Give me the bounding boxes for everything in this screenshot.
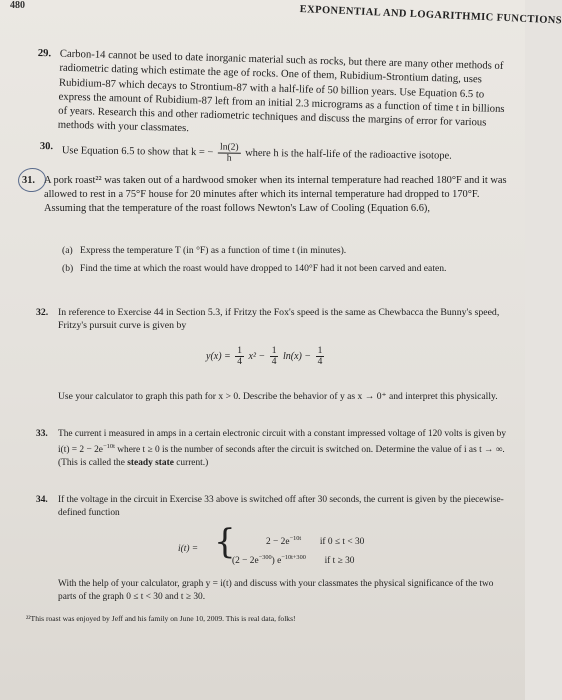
part-a-text: Express the temperature T (in °F) as a function of time t (in minutes). — [80, 245, 347, 256]
exercise-34-text: If the voltage in the circuit in Exercise 33 above is switched off after 30 seconds, the current is given by the piecewise-defined function — [58, 495, 504, 518]
part-b-text: Find the time at which the roast would have dropped to 140°F had it not been carved and eaten. — [80, 263, 447, 274]
exercise-32-number: 32. — [36, 307, 49, 318]
piece-2-expression-b: ) e — [271, 556, 282, 567]
exercise-34-instructions — [58, 578, 512, 604]
exercise-30-fraction — [218, 142, 241, 163]
piece-2-condition: if t ≥ 30 — [324, 556, 355, 567]
exercise-31-text: A pork roast²² was taken out of a hardwood smoker when its internal temperature had reached 180°F and it was allowed to rest in a 75°F house for 20 minutes after which its internal temperature had dropped to 170°F. Assuming that the temperature of the roast follows Newton's Law of Cooling (Equation 6.6), — [44, 175, 507, 215]
fraction-numerator: 1 — [271, 346, 277, 356]
piecewise-row-1 — [266, 532, 364, 549]
fraction-denominator: h — [226, 153, 232, 164]
exercise-31-number: 31. — [22, 175, 35, 186]
exercise-29 — [36, 46, 513, 145]
exercise-34 — [36, 494, 512, 520]
exercise-33-exponent: −10t — [102, 442, 115, 450]
fraction-denominator: 4 — [317, 357, 323, 367]
exercise-34-text-2: With the help of your calculator, graph y = i(t) and discuss with your classmates the physical significance of the two parts of the graph 0 ≤ t < 30 and t ≥ 30. — [58, 579, 494, 602]
exercise-30-text-after: where h is the half-life of the radioactive isotope. — [245, 147, 452, 162]
steady-state-term: steady state — [127, 457, 174, 468]
piecewise-row-2 — [232, 551, 354, 568]
footnote: ²²This roast was enjoyed by Jeff and his family on June 10, 2009. This is real data, folks! — [26, 614, 296, 623]
exercise-31-part-a — [62, 244, 512, 257]
exercise-30-number: 30. — [39, 140, 54, 153]
exercise-32-instructions — [58, 390, 512, 403]
exercise-34-number: 34. — [36, 495, 48, 505]
piecewise-brace: { — [214, 522, 236, 562]
exercise-33-text-a: The current i measured in amps in a certain electronic circuit with a constant impressed voltage of 120 volts is given by i(t) = 2 − 2e — [58, 429, 507, 455]
exercise-31 — [22, 174, 512, 217]
page-number: 480 — [10, 0, 25, 11]
equation-fraction-2 — [270, 346, 279, 367]
exercise-29-text: Carbon-14 cannot be used to date inorganic material such as rocks, but there are many other methods of radiometric dating which estimate the age of rocks. One of them, Rubidium-Strontium dating, uses Rubidium-87 which decays to Strontium-87 with a half-life of 50 billion years. Use Equation 6.5 to express the amount of Rubidium-87 left from an initial 2.3 micrograms as a function of time t in billions of years. Research this and other radiometric techniques and discuss the margins of error for various methods with your classmates. — [57, 47, 505, 135]
running-head: EXPONENTIAL AND LOGARITHMIC FUNCTIONS — [299, 4, 562, 27]
equation-fraction-3 — [316, 346, 325, 367]
equation-fraction-1 — [235, 346, 244, 367]
pursuit-curve-equation — [206, 346, 326, 367]
exercise-33 — [36, 428, 512, 470]
exercise-33-text-c: current.) — [173, 457, 209, 468]
fraction-numerator: 1 — [237, 346, 243, 356]
exercise-30 — [40, 140, 518, 168]
equation-term-1: x² − — [248, 350, 266, 362]
part-a-label: (a) — [62, 245, 73, 256]
fraction-numerator: 1 — [317, 346, 323, 356]
exercise-30-text-before: Use Equation 6.5 to show that k = − — [61, 145, 214, 159]
fraction-numerator: ln(2) — [218, 142, 241, 153]
piece-2-expression-a: (2 − 2e — [232, 556, 259, 567]
piece-1-exponent: −10t — [289, 535, 302, 542]
exercise-31-part-b — [62, 262, 512, 275]
exercise-29-number: 29. — [37, 46, 52, 60]
part-b-label: (b) — [62, 263, 74, 274]
exercise-32-text: In reference to Exercise 44 in Section 5.3, if Fritzy the Fox's speed is the same as Chewbacca the Bunny's speed, Fritzy's pursuit curve is given by — [58, 307, 500, 332]
piece-1-condition: if 0 ≤ t < 30 — [319, 537, 365, 548]
piece-2-exponent-a: −300 — [258, 554, 272, 561]
piece-2-exponent-b: −10t+300 — [281, 554, 306, 561]
piecewise-lhs: i(t) = — [178, 544, 199, 554]
equation-lhs: y(x) = — [206, 350, 231, 362]
exercise-33-text-b: where t ≥ 0 is the number of seconds after the circuit is switched on. Determine the value of i as t → ∞. (This is called the — [58, 444, 505, 468]
exercise-33-number: 33. — [36, 429, 48, 439]
exercise-32-text-2: Use your calculator to graph this path for x > 0. Describe the behavior of y as x → 0⁺ and interpret this physically. — [58, 391, 498, 402]
fraction-denominator: 4 — [237, 357, 243, 367]
exercise-32 — [36, 306, 512, 332]
fraction-denominator: 4 — [271, 357, 277, 367]
equation-term-2: ln(x) − — [282, 350, 312, 362]
piece-1-expression: 2 − 2e — [266, 537, 290, 548]
